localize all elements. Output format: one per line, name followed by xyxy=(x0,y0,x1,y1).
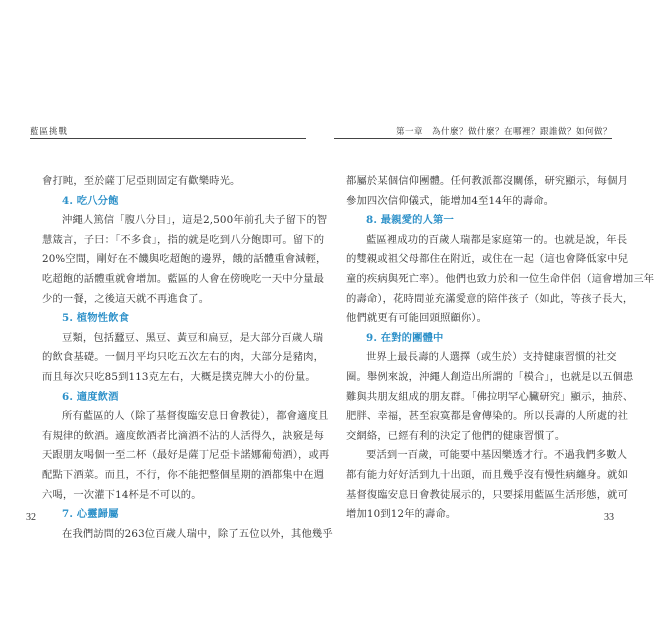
text-line: 圈。舉例來說，沖繩人創造出所謂的「模合」，也就是以五個患 xyxy=(346,370,634,383)
text-line: 六喝，一次灌下14杯是不可以的。 xyxy=(42,488,202,501)
left-page-number: 32 xyxy=(26,512,36,523)
section-heading: 5. 植物性飲食 xyxy=(62,312,130,325)
left-page-text xyxy=(42,172,333,544)
text-line: 吃超飽的話體重就會增加。藍區的人會在傍晚吃一天中分量最 xyxy=(42,272,325,285)
text-line: 都有能力好好活到九十出頭，而且幾乎沒有慢性病纏身。就如 xyxy=(346,468,629,481)
right-running-head: 第一章 為什麼？做什麼？在哪裡？跟誰做？如何做？ xyxy=(395,127,612,137)
text-line: 基督復臨安息日會教徒展示的，只要採用藍區生活形態，就可 xyxy=(346,488,629,501)
right-page-number: 33 xyxy=(604,512,614,523)
text-line: 天跟朋友喝個一至二杯（最好是薩丁尼亞卡諾娜葡萄酒），或再 xyxy=(42,449,330,462)
text-line: 少的一餐，之後這天就不再進食了。 xyxy=(42,292,210,305)
section-heading: 8. 最親愛的人第一 xyxy=(366,214,454,227)
text-line: 慧箴言，子曰：「不多食」，指的就是吃到八分飽即可。留下的 xyxy=(42,233,325,246)
text-line: 而且每次只吃85到113克左右，大概是撲克牌大小的份量。 xyxy=(42,370,316,383)
text-line: 配點下酒菜。而且，不行，你不能把整個星期的酒都集中在週 xyxy=(42,468,325,481)
text-line: 有規律的飲酒。適度飲酒者比滴酒不沾的人活得久，訣竅是每 xyxy=(42,429,325,442)
text-line: 會打盹，至於薩丁尼亞則固定有歡樂時光。 xyxy=(42,175,241,187)
text-line: 豆類，包括蠶豆、黑豆、黃豆和扁豆，是大部分百歲人瑞 xyxy=(62,331,324,344)
text-line: 難與共朋友組成的朋友群。「佛拉明罕心臟研究」顯示，抽菸、 xyxy=(346,390,634,403)
text-line: 要活到一百歲，可能要中基因樂透才行。不過我們多數人 xyxy=(366,449,628,462)
section-heading: 6. 適度飲酒 xyxy=(62,390,119,403)
text-line: 20%空間，剛好在不饑與吃超飽的邊界，餓的話體重會減輕， xyxy=(42,253,327,266)
text-line: 世界上最長壽的人選擇（或生於）支持健康習慣的社交 xyxy=(366,351,617,364)
text-line: 肥胖、幸福，甚至寂寞都是會傳染的。所以長壽的人所處的社 xyxy=(346,410,629,423)
text-line: 他們就更有可能回頭照顧你）。 xyxy=(346,312,488,325)
text-line: 增加10到12年的壽命。 xyxy=(346,508,457,521)
text-line: 藍區裡成功的百歲人瑞都是家庭第一的。也就是說，年長 xyxy=(366,233,628,246)
text-line: 的飲食基礎。一個月平均只吃五次左右的肉，大部分是豬肉， xyxy=(42,351,325,364)
text-line: 交網絡，已經有利的決定了他們的健康習慣了。 xyxy=(346,429,566,442)
right-header-rule xyxy=(334,138,612,139)
section-heading: 9. 在對的團體中 xyxy=(366,331,444,344)
text-line: 的雙親或祖父母都住在附近，或住在一起（這也會降低家中兒 xyxy=(346,253,629,266)
section-heading: 7. 心靈歸屬 xyxy=(62,508,119,521)
text-line: 參加四次信仰儀式，能增加4至14年的壽命。 xyxy=(346,194,555,207)
text-line: 所有藍區的人（除了基督復臨安息日會教徒），都會適度且 xyxy=(62,410,329,423)
text-line: 在我們訪問的263位百歲人瑞中，除了五位以外，其他幾乎 xyxy=(62,527,333,540)
text-line: 童的疾病與死亡率）。他們也致力於和一位生命伴侶（這會增加三年 xyxy=(346,272,654,285)
text-line: 的壽命），花時間並充滿愛意的陪伴孩子（如此，等孩子長大， xyxy=(346,292,634,305)
left-running-head: 藍區挑戰 xyxy=(30,127,69,137)
left-header-rule xyxy=(30,138,306,139)
text-line: 沖繩人篤信「腹八分目」，這是2,500年前孔夫子留下的智 xyxy=(62,214,328,227)
section-heading: 4. 吃八分飽 xyxy=(62,194,119,207)
text-line: 都屬於某個信仰團體。任何教派都沒關係，研究顯示，每個月 xyxy=(346,175,629,187)
